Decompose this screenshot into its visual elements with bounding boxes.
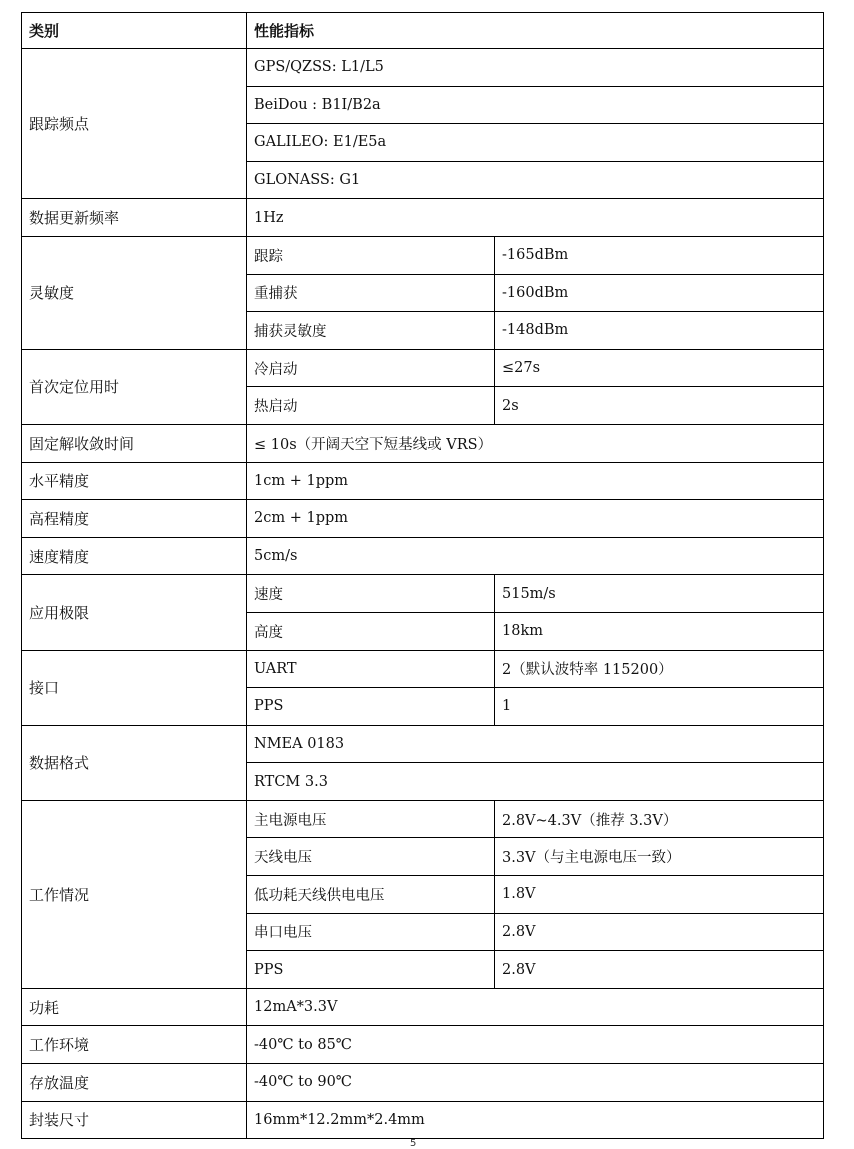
row-label-interface: 接口 (22, 650, 247, 725)
table-row (22, 575, 824, 613)
table-cell: 515m/s (495, 575, 824, 613)
row-label-storage: 存放温度 (22, 1064, 247, 1102)
table-cell: 18km (495, 612, 824, 650)
row-label-update-rate: 数据更新频率 (22, 199, 247, 237)
table-cell: UART (247, 650, 495, 688)
table-cell: ≤ 10s（开阔天空下短基线或 VRS） (247, 424, 824, 462)
table-cell: 5cm/s (247, 537, 824, 575)
table-cell: 低功耗天线供电电压 (247, 876, 495, 914)
header-category: 类别 (22, 13, 247, 49)
table-cell: 2cm + 1ppm (247, 500, 824, 538)
table-cell: 跟踪 (247, 236, 495, 274)
table-cell: NMEA 0183 (247, 725, 824, 763)
row-label-fix-time: 固定解收敛时间 (22, 424, 247, 462)
table-cell: 热启动 (247, 387, 495, 425)
table-row (22, 725, 824, 763)
row-label-limits: 应用极限 (22, 575, 247, 650)
table-row (22, 462, 824, 500)
table-cell: -40℃ to 85℃ (247, 1026, 824, 1064)
table-cell: 16mm*12.2mm*2.4mm (247, 1101, 824, 1139)
table-cell: 1 (495, 688, 824, 726)
row-label-power: 功耗 (22, 988, 247, 1026)
table-row (22, 1026, 824, 1064)
table-row (22, 988, 824, 1026)
table-cell: 2.8V (495, 951, 824, 989)
table-cell: 重捕获 (247, 274, 495, 312)
table-row (22, 537, 824, 575)
row-label-v-accuracy: 高程精度 (22, 500, 247, 538)
table-cell: PPS (247, 688, 495, 726)
table-cell: 3.3V（与主电源电压一致） (495, 838, 824, 876)
table-cell: 串口电压 (247, 913, 495, 951)
table-cell: 主电源电压 (247, 800, 495, 838)
spec-table (21, 12, 824, 1139)
table-cell: 2.8V~4.3V（推荐 3.3V） (495, 800, 824, 838)
table-row (22, 800, 824, 838)
table-cell: GPS/QZSS: L1/L5 (247, 49, 824, 87)
table-row (22, 1101, 824, 1139)
row-label-package: 封装尺寸 (22, 1101, 247, 1139)
row-label-sensitivity: 灵敏度 (22, 236, 247, 349)
table-cell: 高度 (247, 612, 495, 650)
table-cell: 1cm + 1ppm (247, 462, 824, 500)
table-cell: 2（默认波特率 115200） (495, 650, 824, 688)
table-cell: GALILEO: E1/E5a (247, 124, 824, 162)
table-cell: PPS (247, 951, 495, 989)
table-cell: 天线电压 (247, 838, 495, 876)
header-spec: 性能指标 (247, 13, 824, 49)
table-cell: -160dBm (495, 274, 824, 312)
row-label-speed-accuracy: 速度精度 (22, 537, 247, 575)
table-cell: BeiDou : B1I/B2a (247, 86, 824, 124)
table-row (22, 236, 824, 274)
table-row (22, 349, 824, 387)
table-cell: 1Hz (247, 199, 824, 237)
table-cell: -148dBm (495, 312, 824, 350)
table-cell: 2.8V (495, 913, 824, 951)
row-label-h-accuracy: 水平精度 (22, 462, 247, 500)
table-cell: 12mA*3.3V (247, 988, 824, 1026)
table-cell: RTCM 3.3 (247, 763, 824, 801)
row-label-ttff: 首次定位用时 (22, 349, 247, 424)
table-cell: ≤27s (495, 349, 824, 387)
table-cell: GLONASS: G1 (247, 161, 824, 199)
table-row (22, 500, 824, 538)
table-cell: 冷启动 (247, 349, 495, 387)
table-row (22, 49, 824, 87)
page-number: 5 (410, 1138, 417, 1149)
table-header-row (22, 13, 824, 49)
table-cell: 速度 (247, 575, 495, 613)
row-label-env: 工作环境 (22, 1026, 247, 1064)
row-label-format: 数据格式 (22, 725, 247, 800)
table-row (22, 199, 824, 237)
row-label-operating: 工作情况 (22, 800, 247, 988)
row-label-tracking: 跟踪频点 (22, 49, 247, 199)
table-row (22, 1064, 824, 1102)
table-row (22, 650, 824, 688)
table-row (22, 424, 824, 462)
table-cell: 捕获灵敏度 (247, 312, 495, 350)
table-cell: 1.8V (495, 876, 824, 914)
table-cell: -165dBm (495, 236, 824, 274)
table-cell: -40℃ to 90℃ (247, 1064, 824, 1102)
table-cell: 2s (495, 387, 824, 425)
